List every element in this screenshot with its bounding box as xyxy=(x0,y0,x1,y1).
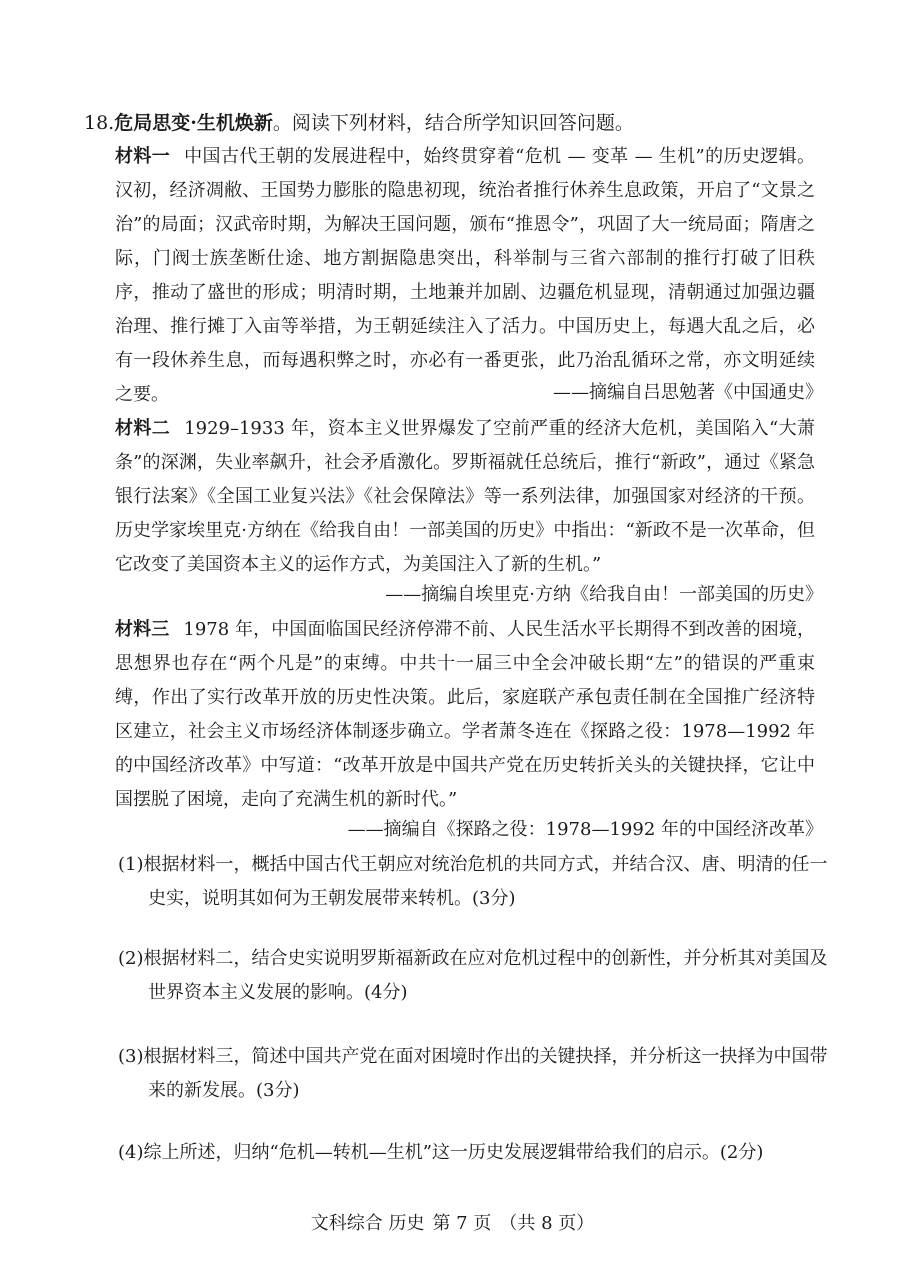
footer-page: 第 7 页 xyxy=(432,1213,492,1234)
question-number: 18. xyxy=(84,112,115,134)
material-1-text: 中国古代王朝的发展进程中，始终贯穿着“危机 — 变革 — 生机”的历史逻辑。汉初，经济凋敝、王国势力膨胀的隐患初现，统治者推行休养生息政策，开启了“文景之治”的局面；汉武帝时期，为解决王国问题，颁布“推恩令”，巩固了大一统局面；隋唐之际，门阀士族垄断仕途、地方割据隐患突出，科举制与三省六部制的推行打破了旧秩序，推动了盛世的形成；明清时期，土地兼并加剧、边疆危机显现，清朝通过加强边疆治理、推行摊丁入亩等举措，为王朝延续注入了活力。中国历史上，每遇大乱之后，必有一段休养生息，而每遇积弊之时，亦必有一番更张，此乃治乱循环之常，亦文明延续之要。 xyxy=(115,146,816,405)
footer-total: （共 8 页） xyxy=(499,1213,595,1234)
page-footer xyxy=(0,1210,905,1238)
material-3-text: 1978 年，中国面临国民经济停滞不前、人民生活水平长期得不到改善的困境，思想界也存在“两个凡是”的束缚。中共十一届三中全会冲破长期“左”的错误的严重束缚，作出了实行改革开放的历史性决策。此后，家庭联产承包责任制在全国推广经济特区建立，社会主义市场经济体制逐步确立。学者萧冬连在《探路之役：1978—1992 年的中国经济改革》中写道：“改革开放是中国共产党在历史转折关头的关键抉择，它让中国摆脱了困境，走向了充满生机的新时代。” xyxy=(115,619,816,810)
material-3-source: ——摘编自《探路之役：1978—1992 年的中国经济改革》 xyxy=(347,819,823,840)
material-1-source: ——摘编自吕思勉著《中国通史》 xyxy=(553,382,823,403)
material-1-label: 材料一 xyxy=(115,146,171,167)
subquestion-3: (3)根据材料三，简述中国共产党在面对困境时作出的关键抉择，并分析这一抉择为中国带来的新发展。(3分) xyxy=(118,1046,828,1101)
subquestion-1: (1)根据材料一，概括中国古代王朝应对统治危机的共同方式，并结合汉、唐、明清的任一史实，说明其如何为王朝发展带来转机。(3分) xyxy=(118,854,828,909)
question-heading: 危局思变·生机焕新 xyxy=(114,112,273,134)
material-2-label: 材料二 xyxy=(115,418,171,439)
subquestion-4: (4)综上所述，归纳“危机—转机—生机”这一历史发展逻辑带给我们的启示。(2分) xyxy=(118,1142,764,1163)
material-3 xyxy=(115,613,815,817)
question-instruction: 。阅读下列材料，结合所学知识回答问题。 xyxy=(272,112,634,134)
material-2-source: ——摘编自埃里克·方纳《给我自由！一部美国的历史》 xyxy=(385,584,823,605)
material-3-label: 材料三 xyxy=(115,619,170,640)
material-2-text: 1929–1933 年，资本主义世界爆发了空前严重的经济大危机，美国陷入“大萧条”的深渊，失业率飙升，社会矛盾激化。罗斯福就任总统后，推行“新政”，通过《紧急银行法案》《全国工业复兴法》《社会保障法》等一系列法律，加强国家对经济的干预。历史学家埃里克·方纳在《给我自由！一部美国的历史》中指出：“新政不是一次革命，但它改变了美国资本主义的运作方式，为美国注入了新的生机。” xyxy=(115,418,815,575)
footer-subject: 文科综合 历史 xyxy=(310,1213,425,1234)
question-header xyxy=(84,108,864,138)
material-2 xyxy=(115,412,815,582)
subquestion-2: (2)根据材料二，结合史实说明罗斯福新政在应对危机过程中的创新性，并分析其对美国及世界资本主义发展的影响。(4分) xyxy=(118,948,828,1003)
material-1 xyxy=(115,140,815,412)
